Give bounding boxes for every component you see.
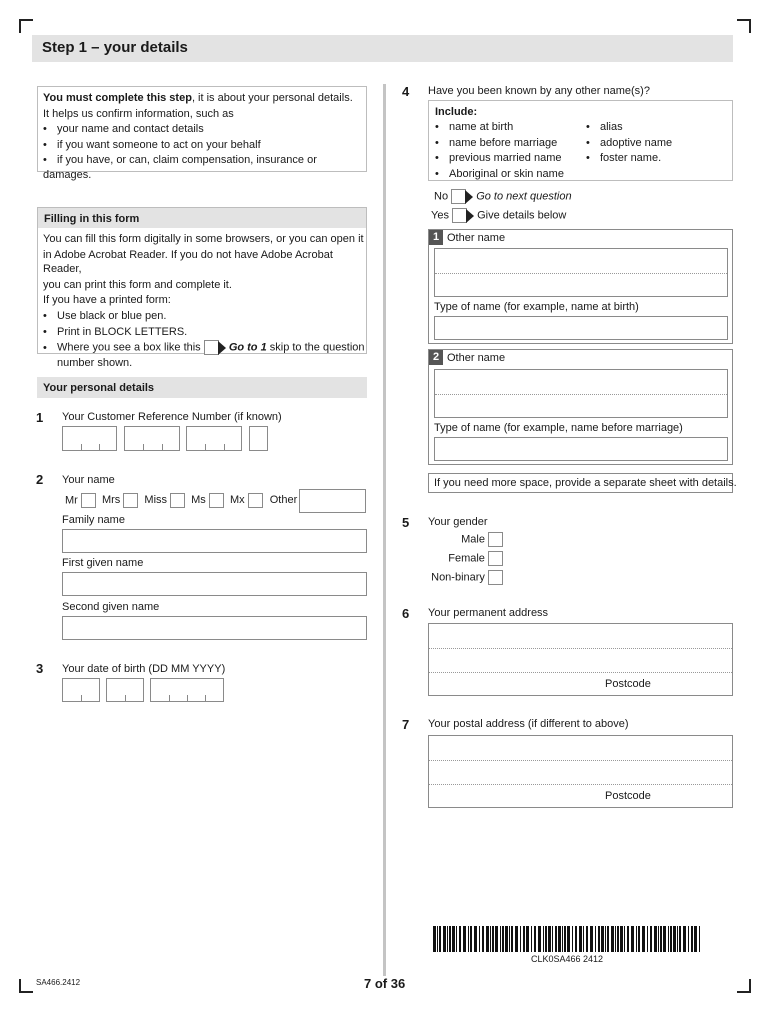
other-name-2-type-label: Type of name (for example, name before marriage) bbox=[434, 422, 683, 434]
q6-label: Your permanent address bbox=[428, 607, 549, 619]
include-item: • Aboriginal or skin name bbox=[435, 167, 564, 182]
other-name-1-label: Other name bbox=[447, 232, 506, 244]
include-item: • foster name. bbox=[586, 151, 672, 166]
barcode-bar bbox=[691, 926, 693, 952]
barcode-bar bbox=[502, 926, 504, 952]
barcode-bar bbox=[555, 926, 557, 952]
corner-mark-top-left bbox=[19, 19, 33, 33]
barcode-bar bbox=[590, 926, 593, 952]
filling-where: • Where you see a box like this Go to 1 skip to the question bbox=[43, 340, 365, 355]
barcode-bar bbox=[492, 926, 494, 952]
barcode-bar bbox=[526, 926, 529, 952]
corner-mark-top-right bbox=[737, 19, 751, 33]
barcode-bar bbox=[683, 926, 686, 952]
barcode-bar bbox=[470, 926, 472, 952]
intro-bullet: • if you have, or can, claim compensation, insurance or damages. bbox=[43, 153, 366, 182]
filling-bullet: • Use black or blue pen. bbox=[43, 309, 365, 324]
barcode-bar bbox=[479, 926, 480, 952]
barcode-bar bbox=[601, 926, 604, 952]
barcode-bar bbox=[636, 926, 637, 952]
intro-bullet: • your name and contact details bbox=[43, 122, 366, 137]
permanent-address-input[interactable] bbox=[428, 623, 733, 696]
other-name-2-tag: 2 bbox=[429, 350, 443, 365]
barcode-bar bbox=[688, 926, 689, 952]
q4-yes-checkbox[interactable] bbox=[452, 208, 467, 223]
barcode-bar bbox=[564, 926, 566, 952]
filling-para: you can print this form and complete it. bbox=[43, 278, 232, 291]
barcode-bar bbox=[638, 926, 640, 952]
crn-field-4[interactable] bbox=[249, 426, 268, 451]
barcode-bar bbox=[558, 926, 561, 952]
crn-field-1[interactable] bbox=[62, 426, 117, 451]
gender-male: Male bbox=[461, 532, 503, 547]
q4-no-checkbox[interactable] bbox=[451, 189, 466, 204]
filling-box bbox=[37, 207, 367, 370]
barcode-bar bbox=[575, 926, 577, 952]
column-divider bbox=[383, 84, 386, 976]
title-other-input[interactable] bbox=[299, 489, 366, 513]
include-item: • name at birth bbox=[435, 120, 564, 135]
barcode-bar bbox=[617, 926, 619, 952]
barcode-bar bbox=[490, 926, 491, 952]
filling-where-line2: number shown. bbox=[57, 357, 133, 370]
barcode-bar bbox=[647, 926, 648, 952]
barcode-bar bbox=[433, 926, 436, 952]
include-box bbox=[428, 100, 733, 181]
other-name-2-label: Other name bbox=[447, 352, 506, 364]
barcode-bar bbox=[543, 926, 544, 952]
barcode-bar bbox=[459, 926, 461, 952]
barcode-bar bbox=[583, 926, 584, 952]
q1-label: Your Customer Reference Number (if known) bbox=[62, 411, 282, 423]
gender-female: Female bbox=[448, 551, 503, 566]
other-name-1-tag: 1 bbox=[429, 230, 443, 245]
barcode-text: CLK0SA466 2412 bbox=[531, 954, 604, 964]
barcode-bar bbox=[650, 926, 652, 952]
barcode-bar bbox=[463, 926, 466, 952]
title-mr-checkbox[interactable] bbox=[81, 493, 96, 508]
title-mrs-checkbox[interactable] bbox=[123, 493, 138, 508]
q1-number: 1 bbox=[36, 410, 44, 425]
barcode-bar bbox=[520, 926, 521, 952]
barcode-bar bbox=[642, 926, 645, 952]
dob-year-input[interactable] bbox=[150, 678, 224, 702]
barcode-bar bbox=[677, 926, 678, 952]
more-space-note: If you need more space, provide a separate sheet with details. bbox=[428, 473, 733, 493]
barcode-bar bbox=[534, 926, 536, 952]
barcode-bar bbox=[538, 926, 541, 952]
barcode-bar bbox=[545, 926, 547, 952]
gender-female-checkbox[interactable] bbox=[488, 551, 503, 566]
barcode-bar bbox=[605, 926, 606, 952]
arrow-icon bbox=[466, 209, 474, 223]
other-name-1-input[interactable] bbox=[434, 248, 728, 297]
personal-details-title: Your personal details bbox=[37, 377, 367, 398]
first-name-label: First given name bbox=[62, 557, 144, 569]
family-name-label: Family name bbox=[62, 514, 125, 526]
family-name-input[interactable] bbox=[62, 529, 367, 553]
q4-number: 4 bbox=[402, 84, 410, 99]
barcode-bar bbox=[447, 926, 448, 952]
barcode-bar bbox=[468, 926, 469, 952]
example-checkbox bbox=[204, 340, 219, 355]
q7-label: Your postal address (if different to above) bbox=[428, 718, 629, 730]
other-name-2-type-input[interactable] bbox=[434, 437, 728, 461]
dob-day-input[interactable] bbox=[62, 678, 100, 702]
barcode-bar bbox=[437, 926, 438, 952]
dob-month-input[interactable] bbox=[106, 678, 144, 702]
q5-label: Your gender bbox=[428, 516, 488, 528]
intro-box bbox=[37, 86, 367, 181]
crn-field-3[interactable] bbox=[186, 426, 242, 451]
barcode-bar bbox=[624, 926, 625, 952]
barcode-bar bbox=[500, 926, 501, 952]
include-item: • alias bbox=[586, 120, 672, 135]
barcode-bar bbox=[495, 926, 498, 952]
q4-yes-option: Yes Give details below bbox=[431, 209, 567, 222]
gender-non-binary: Non-binary bbox=[431, 570, 503, 585]
filling-printed-intro: If you have a printed form: bbox=[43, 294, 171, 307]
include-item: • name before marriage bbox=[435, 136, 564, 151]
barcode-bar bbox=[509, 926, 510, 952]
page-number: 7 of 36 bbox=[364, 976, 406, 991]
gender-non-binary-checkbox[interactable] bbox=[488, 570, 503, 585]
postal-postcode-label: Postcode bbox=[605, 790, 651, 802]
gender-male-checkbox[interactable] bbox=[488, 532, 503, 547]
q4-label: Have you been known by any other name(s)? bbox=[428, 85, 650, 97]
barcode-bar bbox=[511, 926, 513, 952]
barcode-bar bbox=[586, 926, 588, 952]
barcode-bar bbox=[620, 926, 623, 952]
barcode-bar bbox=[595, 926, 596, 952]
barcode-bar bbox=[673, 926, 676, 952]
corner-mark-bottom-left bbox=[19, 979, 33, 993]
barcode-bar bbox=[567, 926, 570, 952]
postal-address-input[interactable] bbox=[428, 735, 733, 808]
permanent-postcode-label: Postcode bbox=[605, 678, 651, 690]
first-name-input[interactable] bbox=[62, 572, 367, 596]
barcode-bar bbox=[531, 926, 532, 952]
barcode-bar bbox=[474, 926, 477, 952]
form-code: SA466.2412 bbox=[36, 978, 81, 987]
q5-number: 5 bbox=[402, 515, 410, 530]
barcode-bar bbox=[452, 926, 455, 952]
barcode-bar bbox=[523, 926, 525, 952]
q6-number: 6 bbox=[402, 606, 410, 621]
other-name-1-type-input[interactable] bbox=[434, 316, 728, 340]
barcode-bar bbox=[443, 926, 446, 952]
barcode-bar bbox=[658, 926, 659, 952]
barcode-bar bbox=[515, 926, 518, 952]
go-to-arrow-icon bbox=[218, 341, 226, 355]
barcode-bar bbox=[572, 926, 573, 952]
barcode-bar bbox=[579, 926, 582, 952]
other-name-2-box bbox=[428, 349, 733, 465]
barcode-bar bbox=[562, 926, 563, 952]
barcode-bar bbox=[668, 926, 669, 952]
barcode-bar bbox=[482, 926, 484, 952]
barcode-bar bbox=[699, 926, 700, 952]
corner-mark-bottom-right bbox=[737, 979, 751, 993]
filling-para: You can fill this form digitally in some browsers, or you can open it bbox=[43, 233, 364, 245]
barcode-bar bbox=[694, 926, 697, 952]
intro-rest: , it is about your personal details. bbox=[191, 92, 353, 104]
step-header bbox=[32, 35, 733, 62]
title-miss-checkbox[interactable] bbox=[170, 493, 185, 508]
q3-label: Your date of birth (DD MM YYYY) bbox=[62, 663, 226, 675]
filling-bullet: • Print in BLOCK LETTERS. bbox=[43, 325, 365, 340]
barcode-bar bbox=[486, 926, 489, 952]
intro-line2: It helps us confirm information, such as bbox=[43, 107, 234, 120]
barcode-bar bbox=[611, 926, 614, 952]
crn-field-2[interactable] bbox=[124, 426, 180, 451]
other-name-1-box bbox=[428, 229, 733, 344]
q2-label: Your name bbox=[62, 474, 115, 486]
q2-number: 2 bbox=[36, 472, 44, 487]
include-title: Include: bbox=[435, 106, 478, 118]
include-item: • adoptive name bbox=[586, 136, 672, 151]
other-name-2-input[interactable] bbox=[434, 369, 728, 418]
step-title: Step 1 – your details bbox=[42, 39, 188, 56]
barcode-bar bbox=[456, 926, 457, 952]
filling-para: in Adobe Acrobat Reader. If you do not have Adobe Acrobat Reader, bbox=[43, 248, 333, 276]
intro-bullet: • if you want someone to act on your behalf bbox=[43, 138, 366, 153]
barcode-bar bbox=[631, 926, 634, 952]
go-to-arrow-icon bbox=[465, 190, 473, 204]
title-mx-checkbox[interactable] bbox=[248, 493, 263, 508]
barcode-bar bbox=[505, 926, 508, 952]
filling-title: Filling in this form bbox=[38, 208, 366, 228]
barcode-bar bbox=[552, 926, 553, 952]
second-name-label: Second given name bbox=[62, 601, 160, 613]
barcode-bar bbox=[439, 926, 441, 952]
title-options: Mr Mrs Miss Ms Mx Other bbox=[65, 494, 298, 507]
include-item: • previous married name bbox=[435, 151, 564, 166]
barcode bbox=[433, 926, 703, 954]
barcode-bar bbox=[654, 926, 657, 952]
other-name-1-type-label: Type of name (for example, name at birth) bbox=[434, 301, 639, 313]
barcode-bar bbox=[660, 926, 662, 952]
barcode-bar bbox=[598, 926, 600, 952]
barcode-bar bbox=[615, 926, 616, 952]
barcode-bar bbox=[663, 926, 666, 952]
barcode-bar bbox=[449, 926, 451, 952]
barcode-bar bbox=[679, 926, 681, 952]
q4-no-option: No Go to next question bbox=[434, 190, 572, 203]
q7-number: 7 bbox=[402, 717, 410, 732]
second-name-input[interactable] bbox=[62, 616, 367, 640]
barcode-bar bbox=[627, 926, 629, 952]
intro-strong: You must complete this step bbox=[43, 92, 192, 104]
barcode-bar bbox=[607, 926, 609, 952]
title-ms-checkbox[interactable] bbox=[209, 493, 224, 508]
barcode-bar bbox=[548, 926, 551, 952]
q3-number: 3 bbox=[36, 661, 44, 676]
barcode-bar bbox=[670, 926, 672, 952]
